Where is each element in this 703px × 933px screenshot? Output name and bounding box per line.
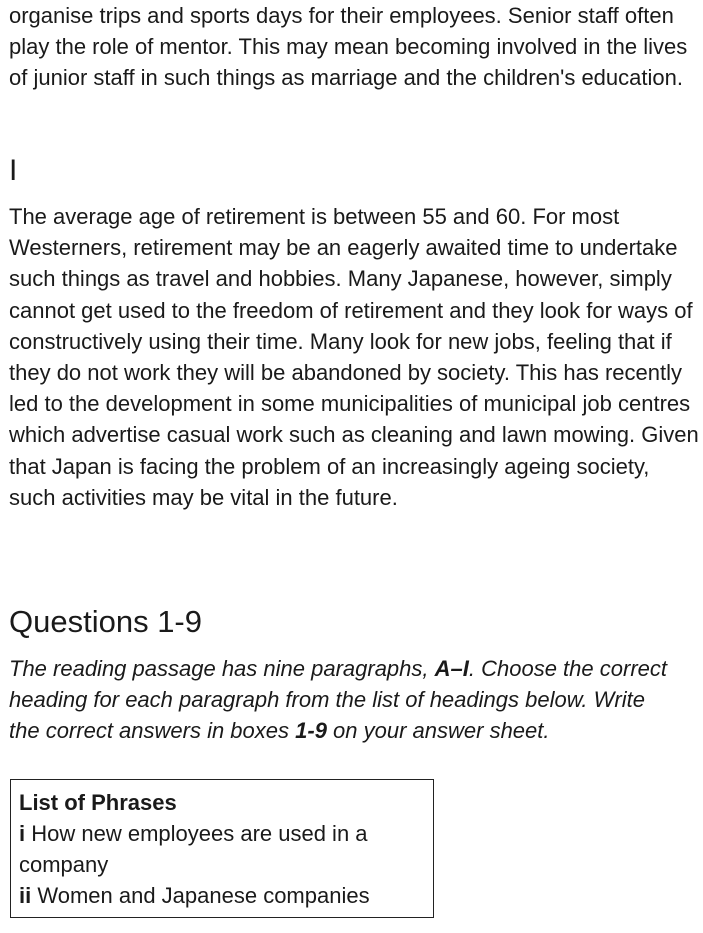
list-of-phrases-box <box>10 779 434 918</box>
passage-paragraph-i: The average age of retirement is between 55 and 60. For most Westerners, retirement may be an eagerly awaited time to undertake such things as travel and hobbies. Many Japanese, however, simply cannot get used to the freedom of retirement and they look for ways of constructively using their time. Many look for new jobs, feeling that if they do not work they will be abandoned by society. This has recently led to the development in some municipalities of municipal job centres which advertise casual work such as cleaning and lawn mowing. Given that Japan is facing the problem of an increasingly ageing society, such activities may be vital in the future. <box>9 204 699 510</box>
instructions-text-2: . Choose the correct heading for each paragraph from the list of headings below. Write the correct answers in boxes <box>9 656 667 743</box>
phrase-text: Women and Japanese companies <box>31 883 370 908</box>
instructions-text-3: on your answer sheet. <box>326 718 550 743</box>
questions-heading: Questions 1-9 <box>9 604 202 639</box>
question-instructions <box>9 653 679 746</box>
passage-paragraph-continued: organise trips and sports days for their employees. Senior staff often play the role of mentor. This may mean becoming involved in the lives of junior staff in such things as marriage and the children's education. <box>9 3 688 91</box>
list-item <box>19 818 425 880</box>
phrase-text: How new employees are used in a company <box>19 821 368 877</box>
phrase-numeral: i <box>19 821 26 846</box>
phrase-numeral: ii <box>19 883 32 908</box>
instructions-text-1: The reading passage has nine paragraphs, <box>9 656 435 681</box>
phrase-box-title: List of Phrases <box>19 790 177 815</box>
answer-box-range: 1-9 <box>295 718 327 743</box>
list-item <box>19 880 425 911</box>
paragraph-letter-heading: I <box>9 154 18 187</box>
paragraph-range: A–I <box>434 656 469 681</box>
